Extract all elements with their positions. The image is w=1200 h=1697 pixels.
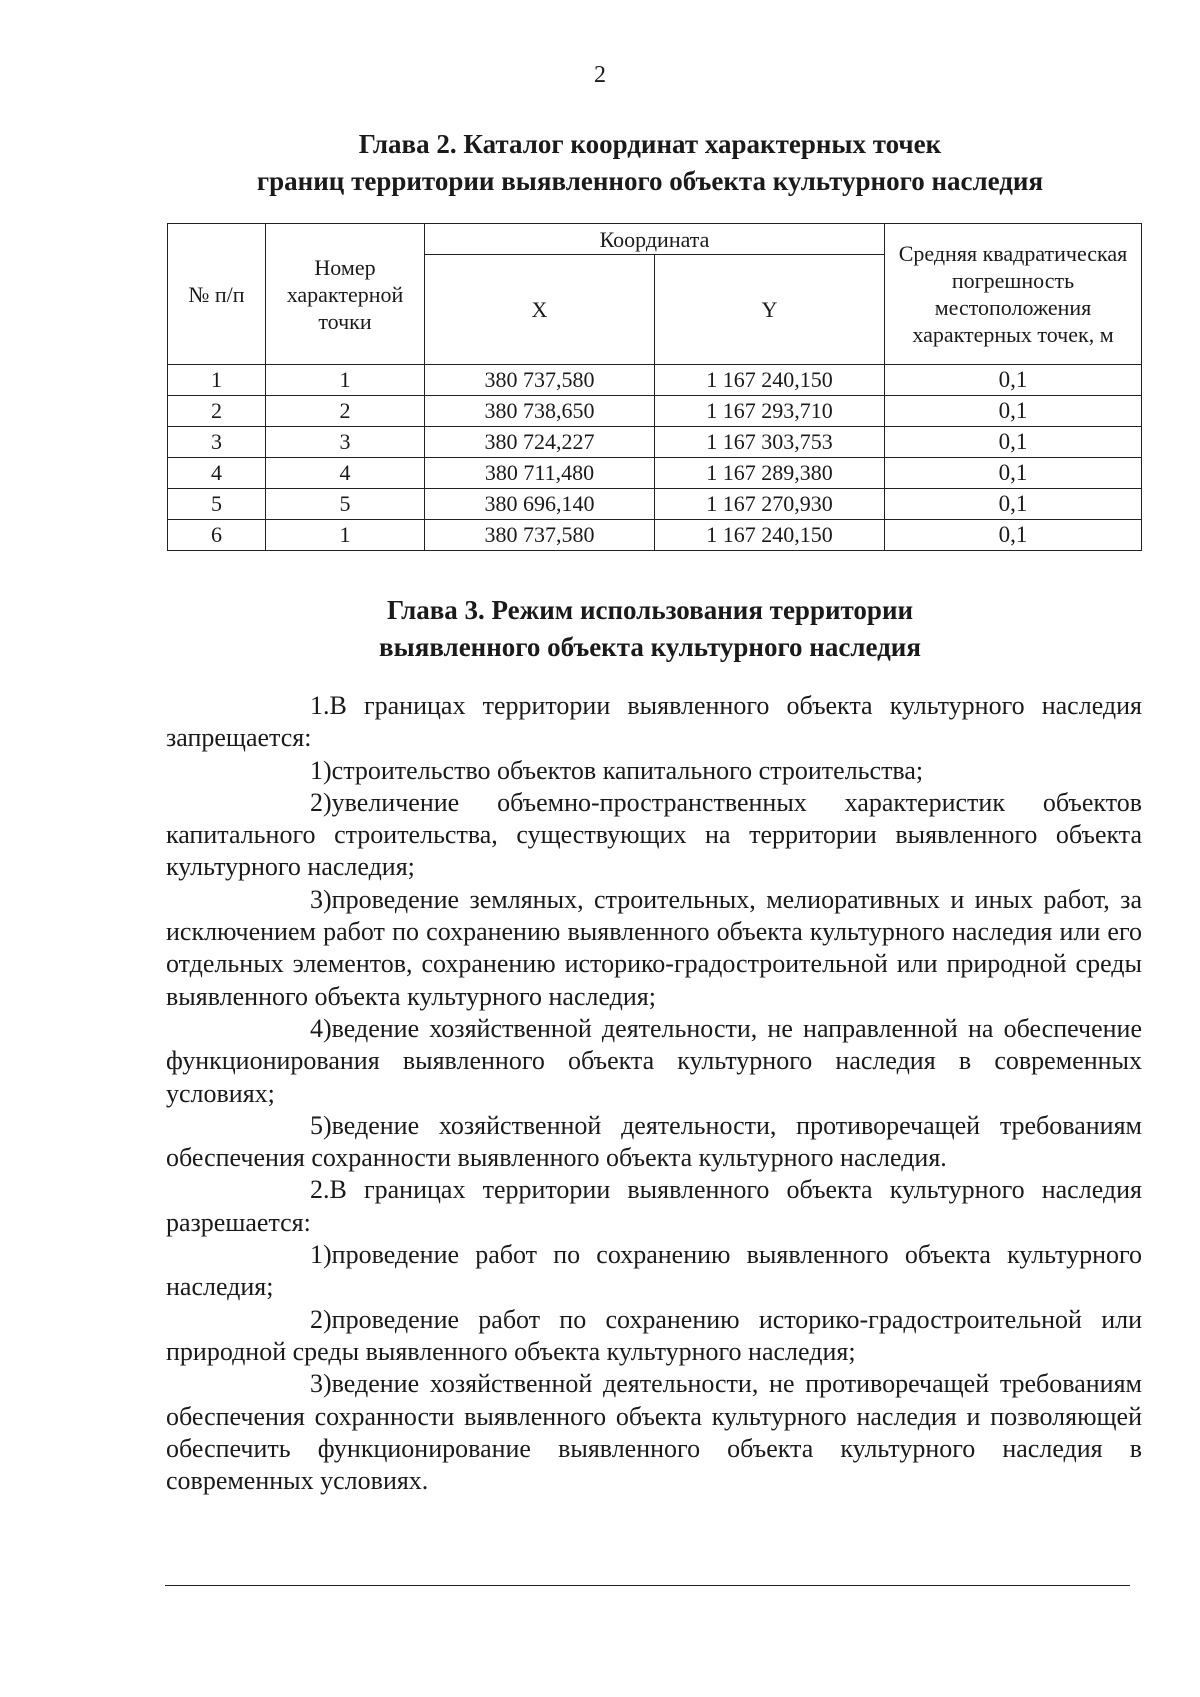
cell-error: 0,1 — [885, 458, 1142, 489]
cell-point-number: 3 — [266, 427, 425, 458]
list-item-text: ведение хозяйственной деятельности, не направленной на обеспечение функционирования выявленного объекта культурного наследия в современных условиях; — [166, 1013, 1142, 1108]
list-item-number: 2. — [310, 1175, 330, 1205]
coordinates-table — [167, 223, 1142, 551]
list-item — [166, 1239, 1142, 1304]
list-item-text: проведение земляных, строительных, мелиоративных и иных работ, за исключением работ по сохранению выявленного объекта культурного наследия или его отдельных элементов, сохранению историко-градостроительной или природной среды выявленного объекта культурного наследия; — [166, 884, 1142, 1011]
cell-error: 0,1 — [885, 427, 1142, 458]
cell-point-number: 1 — [266, 520, 425, 551]
cell-x: 380 696,140 — [425, 489, 655, 520]
cell-point-number: 1 — [266, 365, 425, 396]
cell-x: 380 724,227 — [425, 427, 655, 458]
table-row — [168, 458, 1142, 489]
cell-error: 0,1 — [885, 520, 1142, 551]
chapter-3-title-line-2: выявленного объекта культурного наследия — [379, 632, 921, 662]
table-row — [168, 365, 1142, 396]
list-item — [166, 1174, 1142, 1239]
cell-no: 1 — [168, 365, 266, 396]
list-item-number: 2) — [310, 787, 332, 817]
list-item-text: ведение хозяйственной деятельности, не противоречащей требованиям обеспечения сохранности выявленного объекта культурного наследия и позволяющей обеспечить функционирование выявленного объекта культурного наследия в современных условиях. — [166, 1369, 1142, 1496]
cell-point-number: 4 — [266, 458, 425, 489]
header-coordinate: Координата — [425, 224, 885, 255]
cell-x: 380 737,580 — [425, 520, 655, 551]
chapter-2-title — [160, 126, 1140, 200]
list-item — [166, 787, 1142, 884]
list-item-number: 4) — [310, 1013, 332, 1043]
chapter-3-body — [166, 690, 1142, 1497]
cell-error: 0,1 — [885, 365, 1142, 396]
cell-y: 1 167 270,930 — [655, 489, 885, 520]
page-number: 2 — [594, 62, 606, 88]
list-item — [166, 1304, 1142, 1369]
cell-y: 1 167 289,380 — [655, 458, 885, 489]
list-item-number: 1) — [310, 1240, 332, 1270]
chapter-2-title-line-2: границ территории выявленного объекта культурного наследия — [256, 166, 1044, 196]
chapter-2-title-line-1: Глава 2. Каталог координат характерных точек — [358, 129, 942, 159]
list-item-number: 1. — [310, 691, 330, 720]
list-item — [166, 755, 1142, 787]
cell-y: 1 167 240,150 — [655, 365, 885, 396]
cell-no: 2 — [168, 396, 266, 427]
list-item-text: увеличение объемно-пространственных характеристик объектов капитального строительства, существующих на территории выявленного объекта культурного наследия; — [166, 787, 1142, 882]
cell-error: 0,1 — [885, 396, 1142, 427]
coordinates-table-body — [168, 365, 1142, 551]
list-item-text: проведение работ по сохранению историко-градостроительной или природной среды выявленного объекта культурного наследия; — [166, 1304, 1142, 1366]
table-row — [168, 489, 1142, 520]
cell-no: 6 — [168, 520, 266, 551]
list-item — [166, 1013, 1142, 1110]
cell-point-number: 5 — [266, 489, 425, 520]
chapter-3-title — [160, 592, 1140, 666]
list-item-number: 3) — [310, 1369, 332, 1399]
list-item-number: 3) — [310, 884, 332, 914]
header-point-number: Номер характерной точки — [266, 224, 425, 365]
header-no: № п/п — [168, 224, 266, 365]
cell-no: 3 — [168, 427, 266, 458]
list-item-text: В границах территории выявленного объекта культурного наследия запрещается: — [166, 691, 1142, 753]
list-item-text: проведение работ по сохранению выявленного объекта культурного наследия; — [166, 1240, 1142, 1302]
table-row — [168, 396, 1142, 427]
list-item — [166, 884, 1142, 1013]
cell-y: 1 167 303,753 — [655, 427, 885, 458]
list-item — [166, 1368, 1142, 1497]
cell-no: 4 — [168, 458, 266, 489]
cell-point-number: 2 — [266, 396, 425, 427]
table-row — [168, 427, 1142, 458]
cell-x: 380 737,580 — [425, 365, 655, 396]
cell-no: 5 — [168, 489, 266, 520]
cell-y: 1 167 293,710 — [655, 396, 885, 427]
footer-rule — [165, 1585, 1130, 1586]
list-item-text: строительство объектов капитального строительства; — [331, 755, 924, 785]
list-item-number: 2) — [310, 1304, 332, 1334]
list-item-text: ведение хозяйственной деятельности, противоречащей требованиям обеспечения сохранности выявленного объекта культурного наследия. — [166, 1110, 1142, 1173]
list-item-text: В границах территории выявленного объекта культурного наследия разрешается: — [166, 1175, 1142, 1237]
header-y: Y — [655, 255, 885, 365]
list-item-number: 1) — [310, 755, 332, 785]
chapter-3-title-line-1: Глава 3. Режим использования территории — [386, 595, 914, 625]
cell-y: 1 167 240,150 — [655, 520, 885, 551]
table-row — [168, 520, 1142, 551]
cell-x: 380 711,480 — [425, 458, 655, 489]
cell-error: 0,1 — [885, 489, 1142, 520]
header-mean-square-error: Средняя квадратическая погрешность местоположения характерных точек, м — [885, 224, 1142, 365]
header-x: X — [425, 255, 655, 365]
list-item-number: 5) — [310, 1110, 332, 1140]
list-item — [166, 1110, 1142, 1175]
cell-x: 380 738,650 — [425, 396, 655, 427]
list-item — [166, 690, 1142, 755]
